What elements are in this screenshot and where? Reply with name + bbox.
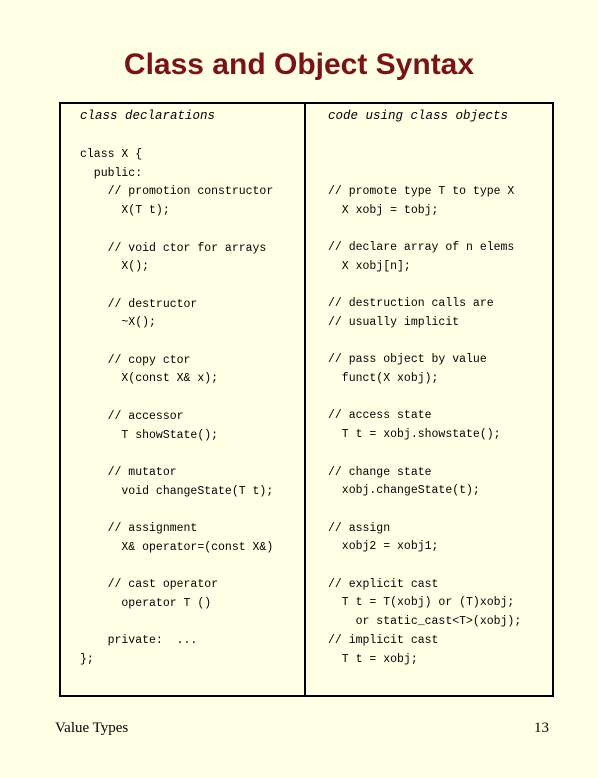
page-number: 13 [534,720,549,736]
page-title: Class and Object Syntax [123,48,475,81]
left-column-header: class declarations [80,109,216,123]
right-column-header: code using class objects [328,109,509,123]
class-declarations-code: class X { public: // promotion constructor X(T t); // void ctor for arrays X(); // destructor ~X(); // copy ctor X(const X& x); // accessor T showState(); // mutator void changeState(T t); // assignment X& operator=(const X&) // cast operator operator T () private: ... }; [80,148,274,666]
column-divider [304,102,306,697]
footer-section-title: Value Types [55,720,129,736]
class-usage-code: // promote type T to type X X xobj = tobj; // declare array of n elems X xobj[n]; // destruction calls are // usually implicit // pass object by value funct(X xobj); // access state T t = xobj.showstate(); // change state xobj.changeState(t); // assign xobj2 = xobj1; // explicit cast T t = T(xobj) or (T)xobj; or static_cast<T>(xobj); // implicit cast T t = xobj; [328,185,522,666]
